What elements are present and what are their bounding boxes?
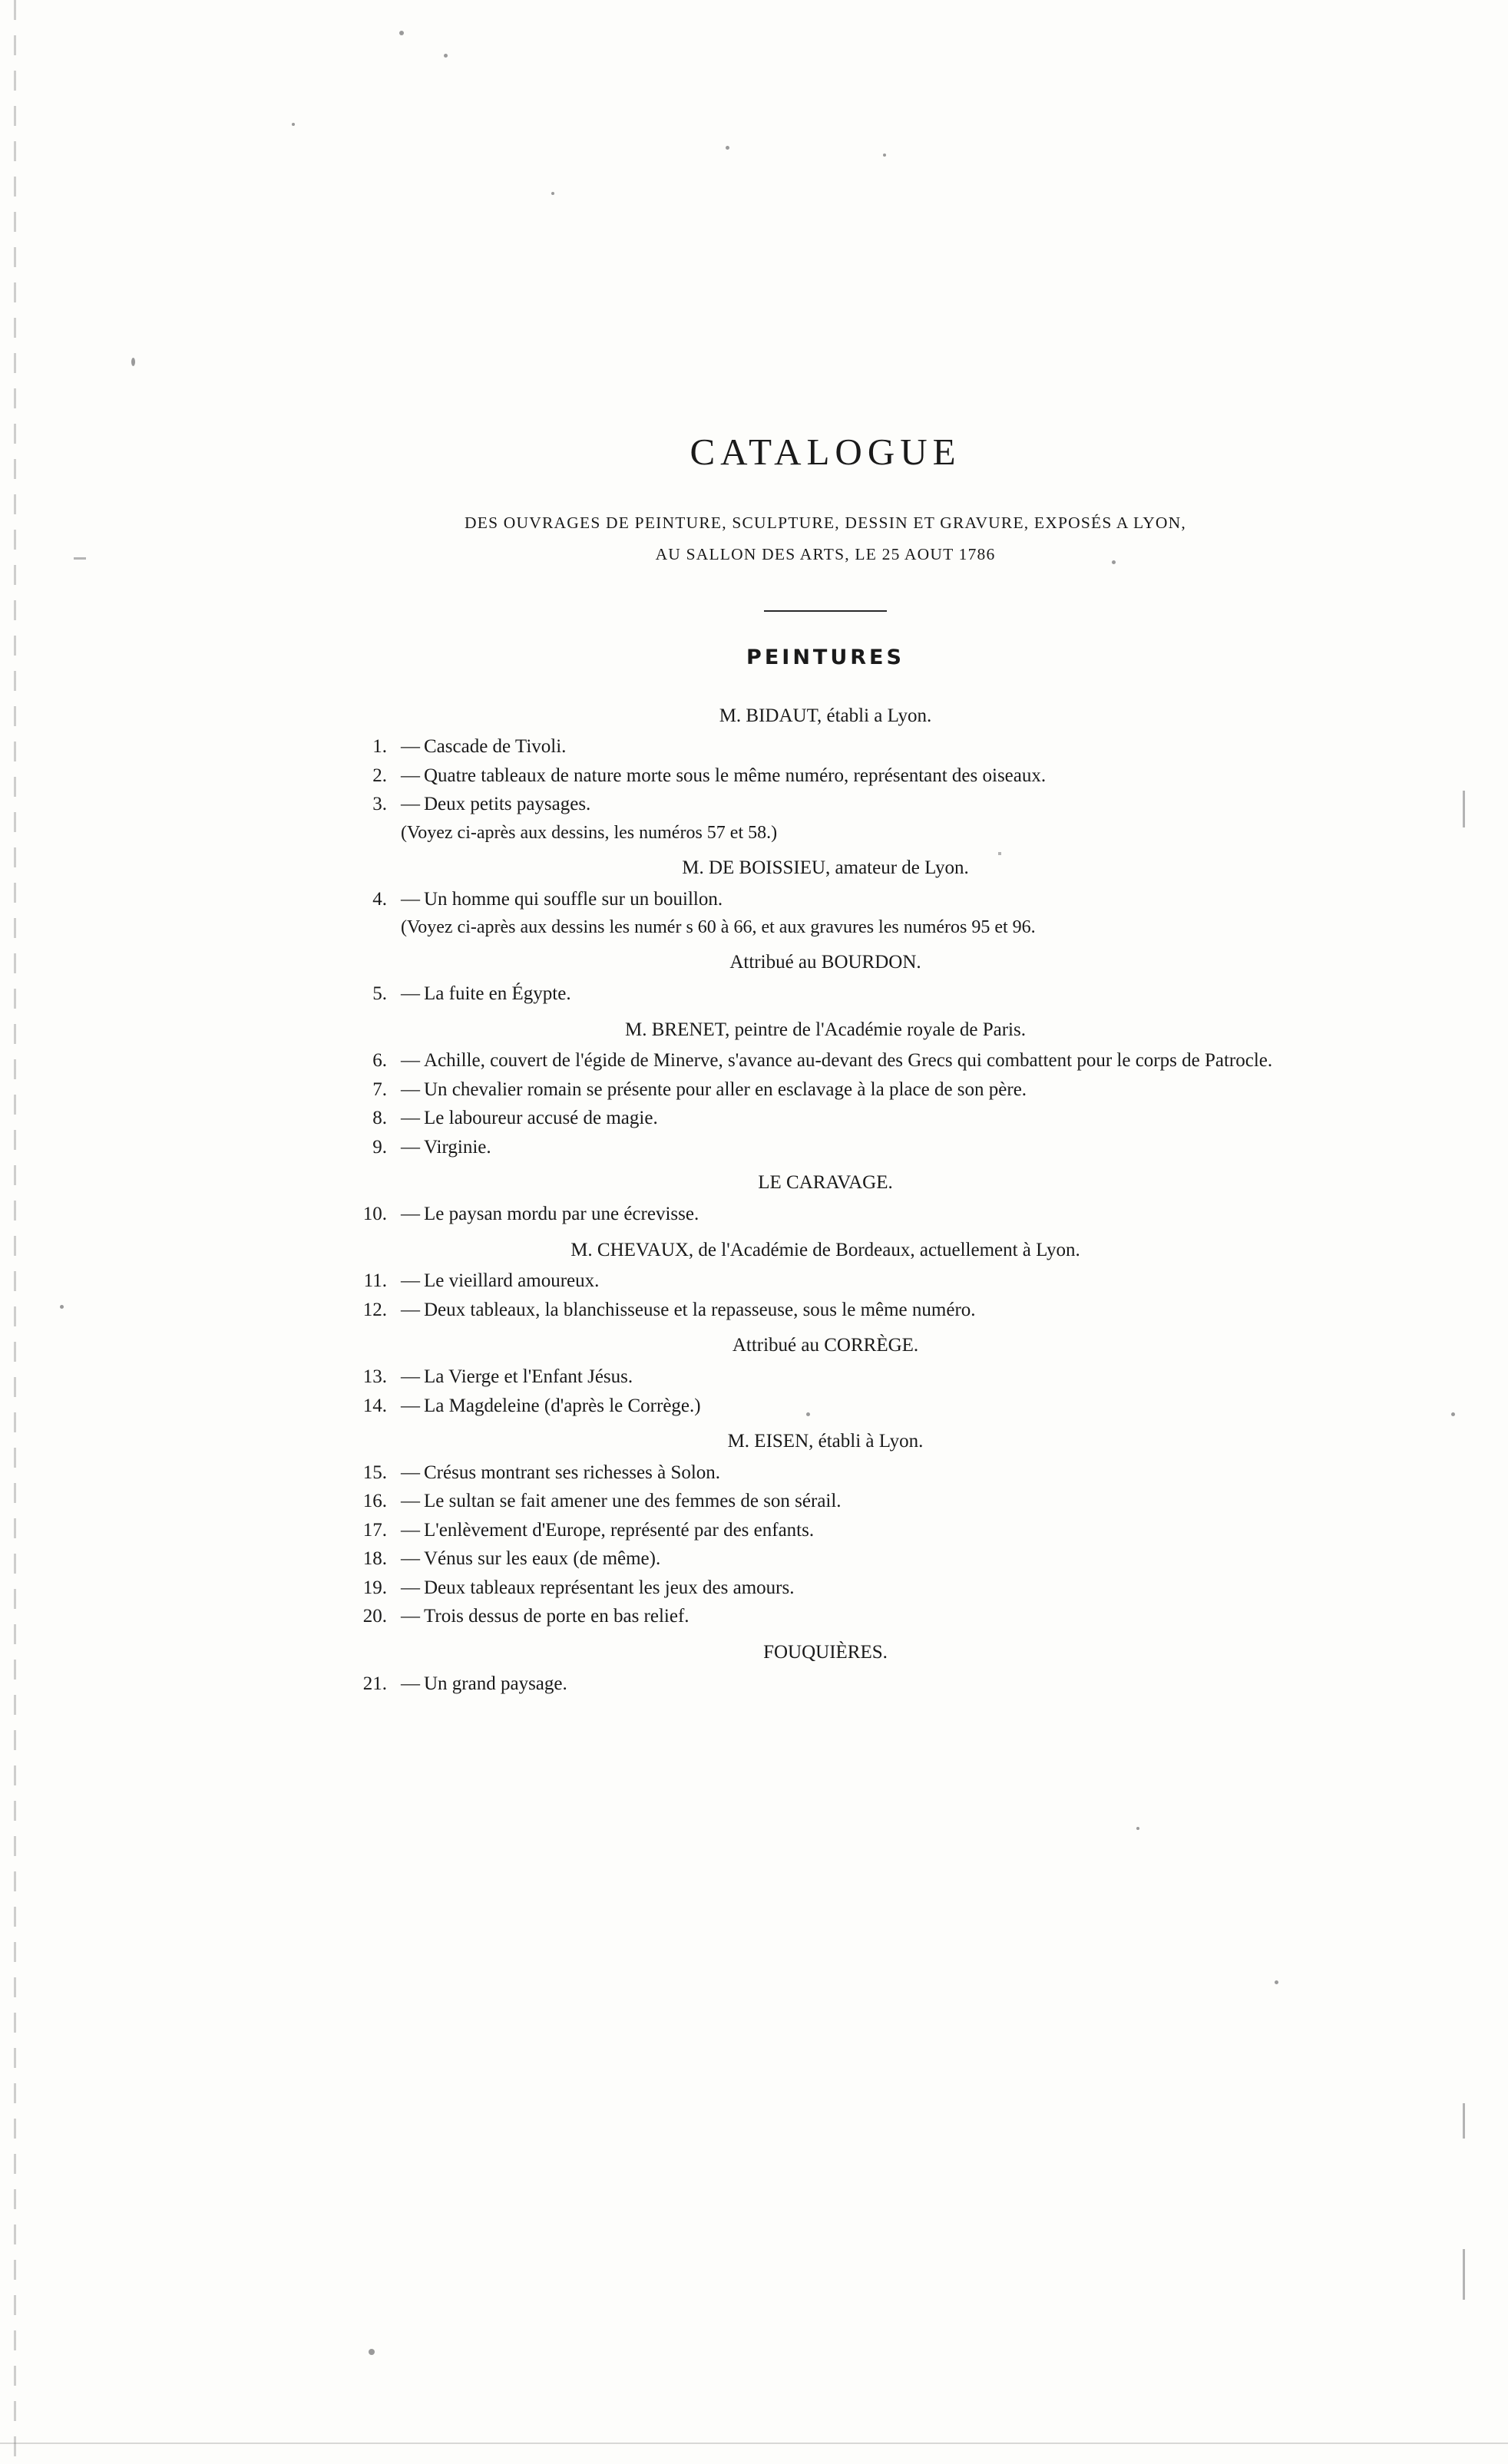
entry-number: 18. (362, 1548, 387, 1570)
entry-dash: — (401, 1050, 420, 1072)
catalogue-entry (330, 762, 1321, 790)
entry-number: 4. (372, 888, 387, 910)
entry-number: 10. (362, 1204, 387, 1225)
artist-name: M. BIDAUT, établi a Lyon. (719, 705, 932, 726)
catalogue-entry (330, 1105, 1321, 1132)
catalogue-entry (330, 791, 1321, 818)
catalogue-entry (330, 1603, 1321, 1630)
entry-text: Trois dessus de porte en bas relief. (424, 1606, 690, 1627)
artist-heading (330, 855, 1321, 881)
entry-number: 7. (372, 1078, 387, 1100)
entry-text: Deux tableaux, la blanchisseuse et la repasseuse, sous le même numéro. (424, 1299, 976, 1320)
entry-number: 2. (372, 765, 387, 786)
catalogue-entry (330, 1363, 1321, 1391)
entry-dash: — (401, 1299, 420, 1320)
entry-dash: — (401, 1548, 420, 1570)
entry-dash: — (401, 1491, 420, 1512)
artist-name: M. DE BOISSIEU, amateur de Lyon. (682, 857, 969, 879)
catalogue-entry (330, 980, 1321, 1008)
entry-dash: — (401, 1606, 420, 1627)
scan-speck (1136, 1827, 1139, 1830)
entry-number: 11. (363, 1270, 387, 1292)
entry-dash: — (401, 765, 420, 786)
scan-speck (1275, 1980, 1278, 1984)
entry-text: La fuite en Égypte. (424, 983, 571, 1005)
entry-dash: — (401, 1577, 420, 1598)
entry-dash: — (401, 1136, 420, 1158)
entry-text: Le vieillard amoureux. (424, 1270, 600, 1292)
entry-text: Un grand paysage. (424, 1673, 567, 1694)
entry-number: 9. (372, 1136, 387, 1158)
entry-number: 14. (362, 1395, 387, 1416)
artist-name: Attribué au CORRÈGE. (732, 1335, 919, 1356)
catalogue-entry (330, 1488, 1321, 1515)
scan-speck (399, 31, 404, 35)
entry-dash: — (401, 1270, 420, 1292)
artist-heading (330, 1237, 1321, 1263)
entry-dash: — (401, 983, 420, 1005)
artist-heading (330, 950, 1321, 976)
scan-margin-tick (1463, 2249, 1465, 2300)
entry-number: 5. (372, 983, 387, 1005)
catalogue-entry (330, 1296, 1321, 1324)
catalogue-entry (330, 1517, 1321, 1544)
catalogue-entry (330, 1574, 1321, 1602)
entry-dash: — (401, 1519, 420, 1541)
artist-name: LE CARAVAGE. (758, 1172, 893, 1194)
entry-number: 12. (362, 1299, 387, 1320)
scan-margin-tick (74, 557, 86, 560)
horizontal-rule (764, 610, 887, 612)
entry-text: Deux petits paysages. (424, 794, 591, 815)
scan-margin-tick (1463, 2103, 1465, 2139)
entry-number: 1. (372, 736, 387, 758)
scan-speck (883, 154, 886, 157)
entry-dash: — (401, 888, 420, 910)
catalogue-entry (330, 886, 1321, 913)
catalogue-entry (330, 1670, 1321, 1698)
catalogue-entry (330, 1076, 1321, 1104)
entry-dash: — (401, 1366, 420, 1388)
entry-dash: — (401, 794, 420, 815)
entry-dash: — (401, 736, 420, 758)
catalogue-body (330, 430, 1321, 1699)
entry-number: 3. (372, 794, 387, 815)
entry-number: 19. (362, 1577, 387, 1598)
entry-dash: — (401, 1673, 420, 1694)
entry-dash: — (401, 1395, 420, 1416)
entry-text: Le sultan se fait amener une des femmes de son sérail. (424, 1491, 842, 1512)
scan-speck (1451, 1412, 1455, 1416)
cross-reference-note: (Voyez ci-après aux dessins les numér s 60 à 66, et aux gravures les numéros 95 et 96. (401, 917, 1036, 938)
scan-speck (292, 123, 295, 126)
entry-text: Achille, couvert de l'égide de Minerve, s'avance au-devant des Grecs qui combattent pour le corps de Patrocle. (424, 1050, 1273, 1072)
artist-name: M. EISEN, établi à Lyon. (727, 1431, 924, 1452)
catalogue-entry (330, 1545, 1321, 1573)
entry-text: Le laboureur accusé de magie. (424, 1108, 658, 1129)
catalogue-entry (330, 1267, 1321, 1295)
artist-heading (330, 1170, 1321, 1196)
entry-dash: — (401, 1078, 420, 1100)
subtitle-line-1: DES OUVRAGES DE PEINTURE, SCULPTURE, DESSIN ET GRAVURE, EXPOSÉS A LYON, (465, 514, 1186, 532)
artist-name: M. CHEVAUX, de l'Académie de Bordeaux, actuellement à Lyon. (570, 1239, 1080, 1260)
artist-name: Attribué au BOURDON. (729, 952, 921, 973)
entry-number: 13. (362, 1366, 387, 1388)
entry-dash: — (401, 1462, 420, 1483)
scan-speck (551, 192, 554, 195)
entry-text: Deux tableaux représentant les jeux des amours. (424, 1577, 795, 1598)
artist-heading (330, 703, 1321, 729)
catalogue-entry (330, 1134, 1321, 1161)
entry-number: 8. (372, 1108, 387, 1129)
entry-number: 16. (362, 1491, 387, 1512)
entry-text: Vénus sur les eaux (de même). (424, 1548, 661, 1570)
catalogue-entry-list (330, 703, 1321, 1697)
entry-number: 15. (362, 1462, 387, 1483)
artist-name: M. BRENET, peintre de l'Académie royale de Paris. (625, 1019, 1026, 1040)
catalogue-entry (330, 1459, 1321, 1487)
entry-text: Le paysan mordu par une écrevisse. (424, 1204, 699, 1225)
entry-text: Quatre tableaux de nature morte sous le même numéro, représentant des oiseaux. (424, 765, 1047, 786)
scan-edge-artifact-bottom (0, 2443, 1508, 2444)
scan-speck (444, 54, 448, 58)
entry-dash: — (401, 1204, 420, 1225)
section-heading-peintures: PEINTURES (746, 645, 904, 669)
artist-heading (330, 1640, 1321, 1666)
entry-number: 6. (372, 1050, 387, 1072)
cross-reference-note: (Voyez ci-après aux dessins, les numéros 57 et 58.) (401, 822, 778, 843)
entry-number: 17. (362, 1519, 387, 1541)
entry-dash: — (401, 1108, 420, 1129)
scan-speck (60, 1305, 64, 1309)
artist-name: FOUQUIÈRES. (763, 1641, 888, 1663)
catalogue-entry (330, 1201, 1321, 1228)
scan-margin-tick (1463, 791, 1465, 827)
artist-heading (330, 1429, 1321, 1455)
entry-text: Cascade de Tivoli. (424, 736, 567, 758)
entry-text: L'enlèvement d'Europe, représenté par des enfants. (424, 1519, 815, 1541)
catalogue-entry (330, 1392, 1321, 1420)
entry-text: La Magdeleine (d'après le Corrège.) (424, 1395, 701, 1416)
catalogue-entry (330, 733, 1321, 761)
entry-text: Virginie. (424, 1136, 491, 1158)
page-title: CATALOGUE (690, 431, 961, 473)
entry-text: Un homme qui souffle sur un bouillon. (424, 888, 723, 910)
scan-edge-artifact-left (14, 0, 16, 2464)
entry-number: 21. (362, 1673, 387, 1694)
entry-text: Un chevalier romain se présente pour aller en esclavage à la place de son père. (424, 1078, 1027, 1100)
catalogue-entry (330, 1047, 1321, 1075)
entry-text: Crésus montrant ses richesses à Solon. (424, 1462, 721, 1483)
artist-heading (330, 1017, 1321, 1043)
entry-number: 20. (362, 1606, 387, 1627)
entry-text: La Vierge et l'Enfant Jésus. (424, 1366, 633, 1388)
scan-speck (369, 2349, 375, 2355)
subtitle-line-2: AU SALLON DES ARTS, LE 25 AOUT 1786 (655, 544, 996, 563)
artist-heading (330, 1333, 1321, 1359)
scan-speck (131, 358, 135, 366)
scan-speck (726, 146, 729, 150)
